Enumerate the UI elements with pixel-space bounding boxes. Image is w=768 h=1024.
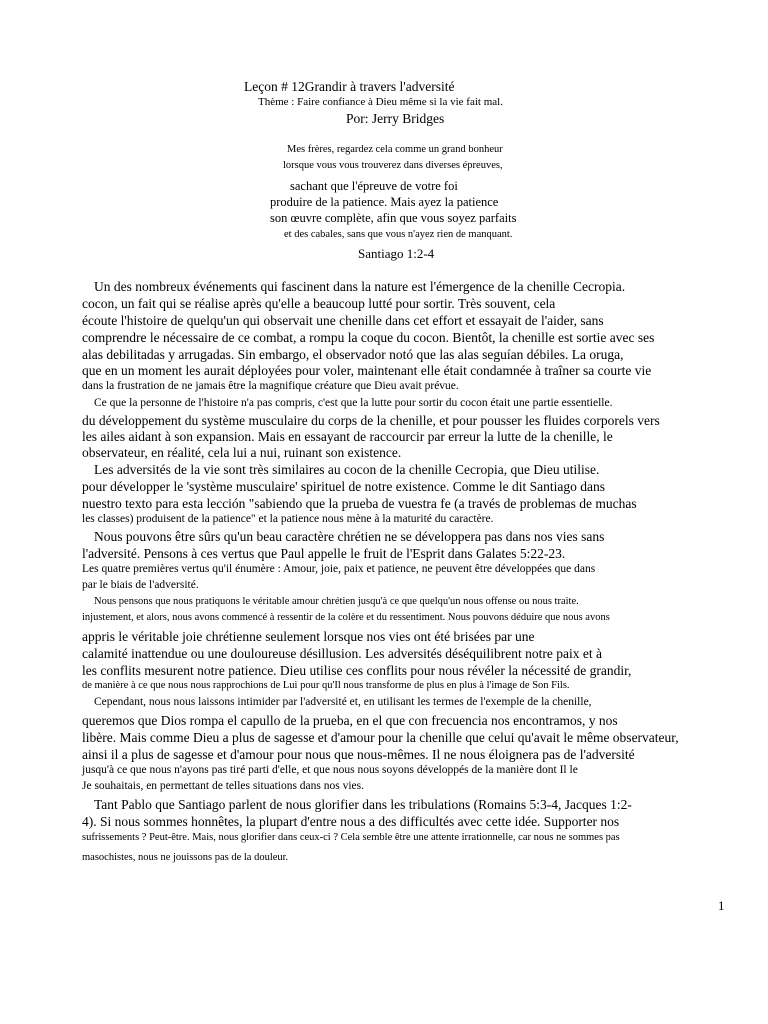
body-line: dans la frustration de ne jamais être la magnifique créature que Dieu avait prévue. (82, 380, 459, 392)
body-line: calamité inattendue ou une douloureuse désillusion. Les adversités déséquilibrent notre paix et à (82, 646, 602, 661)
body-line: jusqu'à ce que nous n'ayons pas tiré parti d'elle, et que nous nous soyons développés de la manière dont Il le (82, 764, 578, 776)
body-line: Nous pouvons être sûrs qu'un beau caractère chrétien ne se développera pas dans nos vies sans (94, 529, 605, 544)
body-line: appris le véritable joie chrétienne seulement lorsque nos vies ont été brisées par une (82, 629, 535, 644)
quote-line: sachant que l'épreuve de votre foi (290, 179, 458, 193)
body-line: Un des nombreux événements qui fascinent dans la nature est l'émergence de la chenille Cecropia. (94, 279, 626, 294)
body-line: les ailes aidant à son expansion. Mais en essayant de raccourcir par erreur la lutte de la chenille, le (82, 429, 613, 444)
body-line: Ce que la personne de l'histoire n'a pas compris, c'est que la lutte pour sortir du cocon était une partie essentielle. (94, 397, 613, 409)
page-number: 1 (718, 898, 725, 913)
lesson-author: Por: Jerry Bridges (346, 111, 445, 126)
body-line: alas debilitadas y arrugadas. Sin embargo, el observador notó que las alas seguían débiles. La oruga, (82, 347, 624, 362)
body-line: nuestro texto para esta lección "sabiendo que la prueba de vuestra fe (a través de problemas de muchas (82, 496, 637, 511)
body-line: observateur, en réalité, cela lui a nui, ruinant son existence. (82, 445, 402, 460)
body-line: pour développer le 'système musculaire' spirituel de notre existence. Comme le dit Santiago dans (82, 479, 605, 494)
body-line: Nous pensons que nous pratiquons le véritable amour chrétien jusqu'à ce que quelqu'un nous offense ou nous traite. (94, 596, 579, 607)
quote-line: Mes frères, regardez cela comme un grand bonheur (287, 144, 503, 155)
body-line: masochistes, nous ne jouissons pas de la douleur. (82, 852, 289, 863)
body-line: écoute l'histoire de quelqu'un qui observait une chenille dans cet effort et essayait de l'aider, sans (82, 313, 604, 328)
body-line: que en un moment les aurait déployées pour voler, maintenant elle était condamnée à traîner sa courte vie (82, 363, 652, 378)
body-line: Les quatre premières vertus qu'il énumère : Amour, joie, paix et patience, ne peuvent être développées que dans (82, 563, 596, 575)
lesson-theme: Thème : Faire confiance à Dieu même si la vie fait mal. (258, 96, 503, 108)
body-line: Tant Pablo que Santiago parlent de nous glorifier dans les tribulations (Romains 5:3-4, Jacques 1:2- (94, 797, 632, 812)
body-line: par le biais de l'adversité. (82, 579, 199, 591)
body-line: l'adversité. Pensons à ces vertus que Paul appelle le fruit de l'Esprit dans Galates 5:22-23. (82, 546, 566, 561)
body-line: Je souhaitais, en permettant de telles situations dans nos vies. (82, 780, 365, 792)
body-line: du développement du système musculaire du corps de la chenille, et pour pousser les fluides corporels vers (82, 413, 660, 428)
quote-line: produire de la patience. Mais ayez la patience (270, 195, 499, 209)
body-line: comprendre le nécessaire de ce combat, a rompu la coque du cocon. Bientôt, la chenille est sortie avec ses (82, 330, 655, 345)
bible-reference: Santiago 1:2-4 (358, 246, 435, 261)
body-line: les classes) produisent de la patience" et la patience nous mène à la maturité du caractère. (82, 513, 494, 525)
body-line: Cependant, nous nous laissons intimider par l'adversité et, en utilisant les termes de l'exemple de la chenille, (94, 696, 592, 708)
quote-line: lorsque vous vous trouverez dans diverses épreuves, (283, 160, 503, 171)
body-line: Les adversités de la vie sont très similaires au cocon de la chenille Cecropia, que Dieu utilise. (94, 462, 600, 477)
quote-line: son œuvre complète, afin que vous soyez parfaits (270, 211, 517, 225)
body-line: de manière à ce que nous nous rapprochions de Lui pour qu'Il nous transforme de plus en plus à l'image de Son Fils. (82, 680, 570, 691)
body-line: libère. Mais comme Dieu a plus de sagesse et d'amour pour la chenille que celui qu'avait le même observateur, (82, 730, 679, 745)
body-line: cocon, un fait qui se réalise après qu'elle a beaucoup lutté pour sortir. Très souvent, cela (82, 296, 556, 311)
lesson-title: Leçon # 12Grandir à travers l'adversité (244, 79, 455, 94)
body-line: queremos que Dios rompa el capullo de la prueba, en el que con frecuencia nos encontramos, y nos (82, 713, 618, 728)
body-line: les conflits mesurent notre patience. Dieu utilise ces conflits pour nous révéler la nécessité de grandir, (82, 663, 632, 678)
body-line: 4). Si nous sommes honnêtes, la plupart d'entre nous a des difficultés avec cette idée. Supporter nos (82, 814, 620, 829)
body-line: ainsi il a plus de sagesse et d'amour pour nous que nous-mêmes. Il ne nous éloignera pas de l'adversité (82, 747, 635, 762)
body-line: injustement, et alors, nous avons commencé à ressentir de la colère et du ressentiment. Nous pouvons déduire que nous avons (82, 612, 610, 623)
body-line: sufrissements ? Peut-être. Mais, nous glorifier dans ceux-ci ? Cela semble être une attente irrationnelle, car nous ne sommes pas (82, 832, 620, 843)
quote-line: et des cabales, sans que vous n'ayez rien de manquant. (284, 229, 513, 240)
